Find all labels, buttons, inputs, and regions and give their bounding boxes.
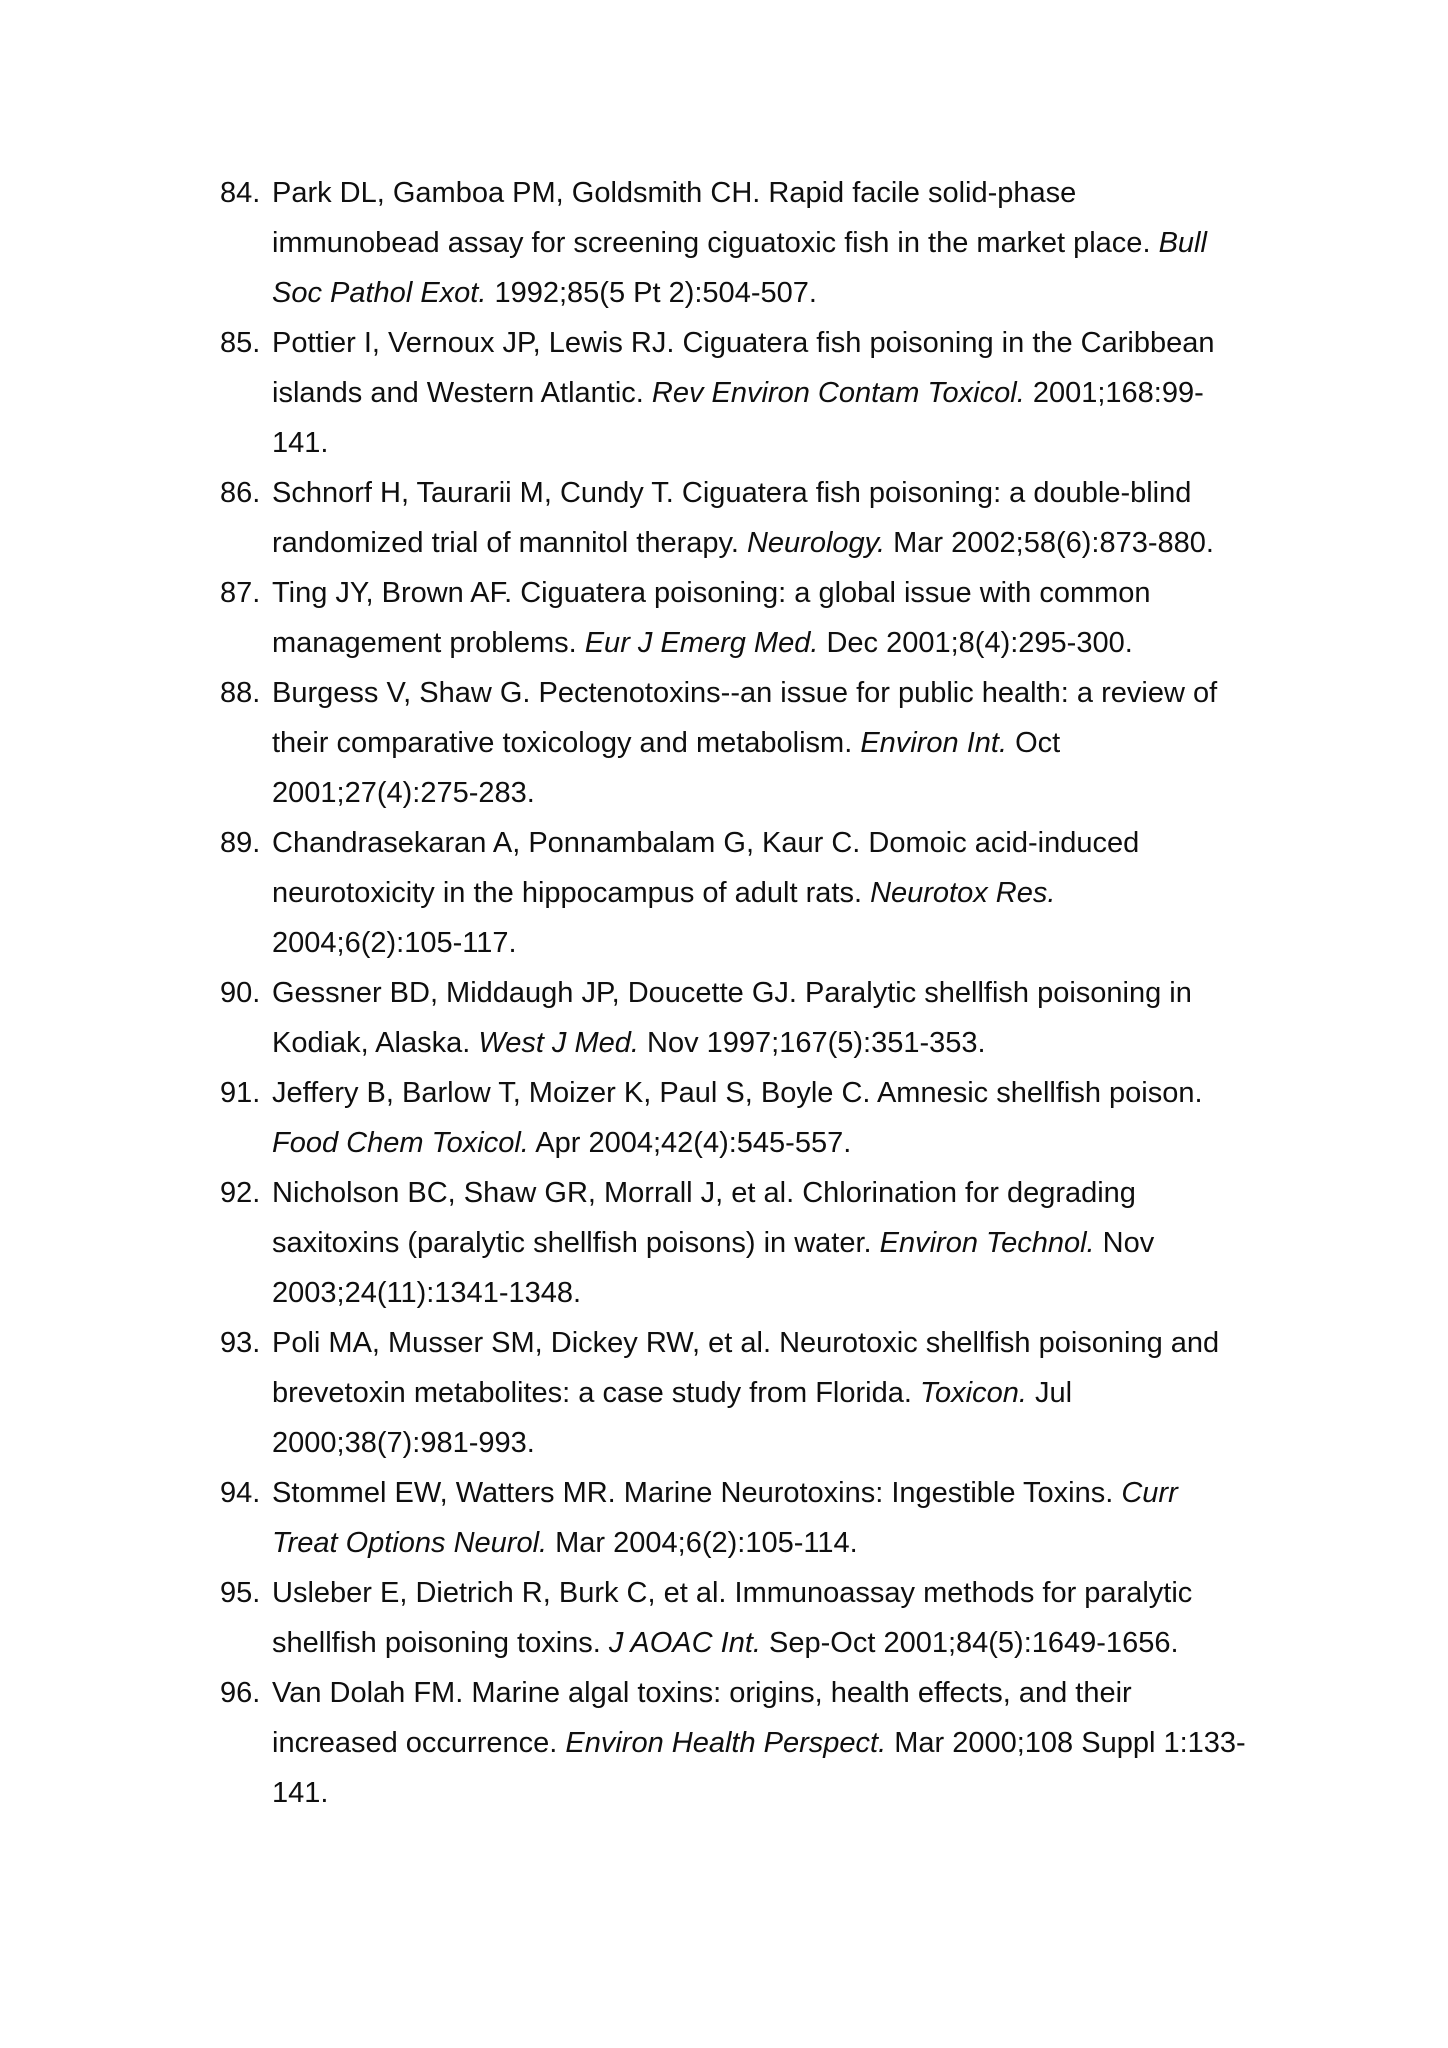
reference-segment: Oct 2001;27(4):275-283. [272, 727, 1061, 809]
reference-segment: Ting JY, Brown AF. Ciguatera poisoning: a global issue with common management problems. [272, 577, 1151, 659]
journal-name: J AOAC Int. [608, 1627, 761, 1659]
reference-text [272, 1077, 1203, 1159]
reference-text [272, 1177, 1154, 1309]
reference-number: 90. [220, 977, 261, 1009]
reference-text [272, 177, 1207, 309]
journal-name: Environ Int. [860, 727, 1008, 759]
reference-segment: Schnorf H, Taurarii M, Cundy T. Ciguatera fish poisoning: a double-blind randomized trial of mannitol therapy. [272, 477, 1192, 559]
reference-segment: Jeffery B, Barlow T, Moizer K, Paul S, Boyle C. Amnesic shellfish poison. [272, 1077, 1203, 1109]
reference-item [220, 668, 1247, 818]
journal-name: Toxicon. [919, 1377, 1027, 1409]
reference-segment: Mar 2002;58(6):873-880. [885, 527, 1214, 559]
reference-segment: Dec 2001;8(4):295-300. [818, 627, 1133, 659]
reference-number: 95. [220, 1577, 261, 1609]
reference-text [272, 827, 1139, 959]
reference-text [272, 327, 1215, 459]
reference-number: 93. [220, 1327, 261, 1359]
journal-name: Environ Technol. [879, 1227, 1095, 1259]
reference-segment: Park DL, Gamboa PM, Goldsmith CH. Rapid facile solid-phase immunobead assay for screening ciguatoxic fish in the market place. [272, 177, 1159, 259]
journal-name: Bull Soc Pathol Exot. [272, 227, 1207, 309]
journal-name: Environ Health Perspect. [565, 1727, 887, 1759]
reference-item [220, 568, 1247, 668]
reference-item [220, 1068, 1247, 1168]
reference-number: 85. [220, 327, 261, 359]
reference-number: 96. [220, 1677, 261, 1709]
reference-item [220, 1168, 1247, 1318]
reference-segment: Apr 2004;42(4):545-557. [528, 1127, 852, 1159]
reference-number: 91. [220, 1077, 261, 1109]
reference-text [272, 677, 1217, 809]
journal-name: Rev Environ Contam Toxicol. [651, 377, 1025, 409]
reference-number: 94. [220, 1477, 261, 1509]
reference-segment: Stommel EW, Watters MR. Marine Neurotoxins: Ingestible Toxins. [272, 1477, 1122, 1509]
reference-item [220, 1318, 1247, 1468]
reference-text [272, 477, 1214, 559]
reference-item [220, 968, 1247, 1068]
reference-text [272, 1477, 1178, 1559]
journal-name: Curr Treat Options Neurol. [272, 1477, 1178, 1559]
reference-number: 89. [220, 827, 261, 859]
journal-name: Neurology. [746, 527, 886, 559]
journal-name: Food Chem Toxicol. [272, 1127, 529, 1159]
reference-text [272, 577, 1151, 659]
reference-segment: Pottier I, Vernoux JP, Lewis RJ. Ciguatera fish poisoning in the Caribbean islands and Western Atlantic. [272, 327, 1215, 409]
reference-segment: 2001;168:99-141. [272, 377, 1204, 459]
reference-item [220, 168, 1247, 318]
reference-segment: Jul 2000;38(7):981-993. [272, 1377, 1073, 1459]
reference-segment: Nov 2003;24(11):1341-1348. [272, 1227, 1155, 1309]
reference-text [272, 1577, 1192, 1659]
reference-number: 87. [220, 577, 261, 609]
reference-list [220, 168, 1247, 1818]
reference-item [220, 1468, 1247, 1568]
reference-segment: Van Dolah FM. Marine algal toxins: origins, health effects, and their increased occurrence. [272, 1677, 1132, 1759]
reference-segment: Mar 2004;6(2):105-114. [547, 1527, 858, 1559]
journal-name: West J Med. [478, 1027, 639, 1059]
reference-segment: Poli MA, Musser SM, Dickey RW, et al. Neurotoxic shellfish poisoning and brevetoxin metabolites: a case study from Florida. [272, 1327, 1220, 1409]
journal-name: Eur J Emerg Med. [584, 627, 819, 659]
reference-number: 88. [220, 677, 261, 709]
reference-text [272, 977, 1192, 1059]
reference-number: 86. [220, 477, 261, 509]
reference-item [220, 318, 1247, 468]
reference-number: 92. [220, 1177, 261, 1209]
reference-segment: 2004;6(2):105-117. [272, 927, 517, 959]
reference-segment: Mar 2000;108 Suppl 1:133-141. [272, 1727, 1246, 1809]
reference-text [272, 1327, 1219, 1459]
reference-segment: Nov 1997;167(5):351-353. [638, 1027, 986, 1059]
reference-text [272, 1677, 1246, 1809]
reference-segment: Nicholson BC, Shaw GR, Morrall J, et al. Chlorination for degrading saxitoxins (paralytic shellfish poisons) in water. [272, 1177, 1136, 1259]
reference-segment: Chandrasekaran A, Ponnambalam G, Kaur C. Domoic acid-induced neurotoxicity in the hippocampus of adult rats. [272, 827, 1140, 909]
reference-segment: 1992;85(5 Pt 2):504-507. [486, 277, 817, 309]
reference-number: 84. [220, 177, 261, 209]
reference-item [220, 818, 1247, 968]
reference-item [220, 1568, 1247, 1668]
reference-item [220, 1668, 1247, 1818]
reference-item [220, 468, 1247, 568]
reference-segment: Usleber E, Dietrich R, Burk C, et al. Immunoassay methods for paralytic shellfish poisoning toxins. [272, 1577, 1193, 1659]
reference-segment: Burgess V, Shaw G. Pectenotoxins--an issue for public health: a review of their comparative toxicology and metabolism. [272, 677, 1218, 759]
reference-segment: Sep-Oct 2001;84(5):1649-1656. [760, 1627, 1179, 1659]
journal-name: Neurotox Res. [870, 877, 1056, 909]
reference-segment: Gessner BD, Middaugh JP, Doucette GJ. Paralytic shellfish poisoning in Kodiak, Alaska. [272, 977, 1192, 1059]
